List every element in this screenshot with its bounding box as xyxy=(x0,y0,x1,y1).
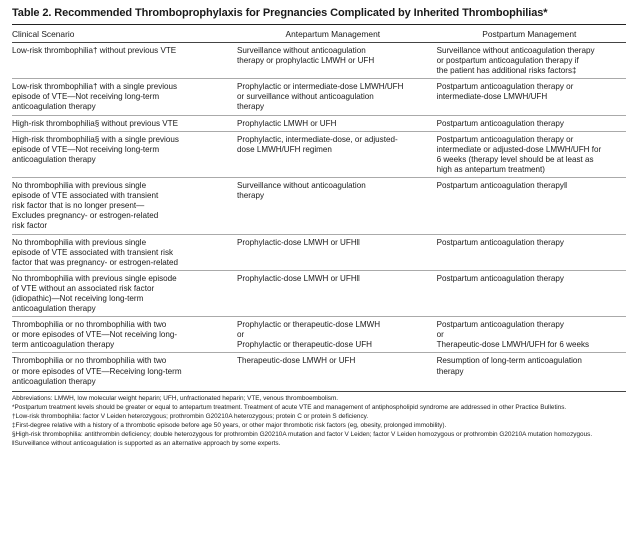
cell-postpartum: Postpartum anticoagulation therapy or intermediate-dose LMWH/UFH xyxy=(433,79,626,115)
footnote: ‡First-degree relative with a history of a thrombotic episode before age 50 years, or other major thrombotic risk factors (eg, obesity, prolonged immobility). xyxy=(12,421,447,429)
cell-antepartum: Surveillance without anticoagulation therapy or prophylactic LMWH or UFH xyxy=(233,43,433,79)
cell-antepartum: Prophylactic or therapeutic-dose LMWH or Prophylactic or therapeutic-dose UFH xyxy=(233,317,433,353)
cell-clinical-scenario: Thrombophilia or no thrombophilia with two or more episodes of VTE—Not receiving long- term anticoagulation therapy xyxy=(12,317,233,353)
table-row xyxy=(12,234,626,270)
cell-antepartum: Prophylactic, intermediate-dose, or adjusted- dose LMWH/UFH regimen xyxy=(233,131,433,177)
header-row xyxy=(12,25,626,43)
footnote: †Low-risk thrombophilia: factor V Leiden heterozygous; prothrombin G20210A heterozygous; protein C or protein S deficiency. xyxy=(12,412,369,420)
cell-postpartum: Postpartum anticoagulation therapy or intermediate or adjusted-dose LMWH/UFH for 6 weeks (therapy level should be at least as high as antepartum treatment) xyxy=(433,131,626,177)
cell-postpartum: Postpartum anticoagulation therapy or Therapeutic-dose LMWH/UFH for 6 weeks xyxy=(433,317,626,353)
table-row xyxy=(12,317,626,353)
header-antepartum: Antepartum Management xyxy=(233,25,433,43)
cell-clinical-scenario: Low-risk thrombophilia† with a single previous episode of VTE—Not receiving long-term anticoagulation therapy xyxy=(12,79,233,115)
table-row xyxy=(12,131,626,177)
table-row xyxy=(12,178,626,234)
cell-postpartum: Resumption of long-term anticoagulation therapy xyxy=(436,356,582,376)
cell-clinical-scenario: No thrombophilia with previous single episode of VTE associated with transient risk factor that is no longer present— Excludes pregnancy- or estrogen-related risk factor xyxy=(12,178,233,234)
cell-antepartum: Prophylactic-dose LMWH or UFH‖ xyxy=(233,234,433,270)
table-row xyxy=(12,270,626,316)
table-body xyxy=(12,43,626,389)
cell-postpartum: Postpartum anticoagulation therapy xyxy=(433,270,626,316)
table-title: Table 2. Recommended Thromboprophylaxis for Pregnancies Complicated by Inherited Thrombophilias* xyxy=(12,7,548,19)
table-row xyxy=(12,79,626,115)
header-postpartum: Postpartum Management xyxy=(433,25,626,43)
cell-antepartum: Prophylactic-dose LMWH or UFH‖ xyxy=(233,270,433,316)
cell-clinical-scenario: Thrombophilia or no thrombophilia with two or more episodes of VTE—Receiving long-term anticoagulation therapy xyxy=(12,356,182,386)
footnote: ‖Surveillance without anticoagulation is supported as an alternative approach by some experts. xyxy=(12,439,281,447)
cell-clinical-scenario: No thrombophilia with previous single episode of VTE without an associated risk factor (idiopathic)—Not receiving long-term anticoagulation therapy xyxy=(12,270,233,316)
cell-postpartum: Postpartum anticoagulation therapy xyxy=(433,115,626,131)
cell-antepartum: Prophylactic LMWH or UFH xyxy=(233,115,433,131)
footnote: *Postpartum treatment levels should be greater or equal to antepartum treatment. Treatment of acute VTE and management of antiphospholipid syndrome are addressed in other Practice Bulletins. xyxy=(12,403,567,411)
cell-clinical-scenario: High-risk thrombophilia§ with a single previous episode of VTE—Not receiving long-term anticoagulation therapy xyxy=(12,131,233,177)
cell-postpartum: Postpartum anticoagulation therapy‖ xyxy=(433,178,626,234)
thromboprophylaxis-table xyxy=(12,25,626,389)
table-row xyxy=(12,115,626,131)
cell-clinical-scenario: No thrombophilia with previous single episode of VTE associated with transient risk factor that was pregnancy- or estrogen-related xyxy=(12,234,233,270)
cell-postpartum: Surveillance without anticoagulation therapy or postpartum anticoagulation therapy if the patient has additional risks factors‡ xyxy=(433,43,626,79)
abbreviations-note: Abbreviations: LMWH, low molecular weight heparin; UFH, unfractionated heparin; VTE, venous thromboembolism. xyxy=(12,394,339,402)
footnotes xyxy=(12,391,626,448)
footnote: §High-risk thrombophilia: antithrombin deficiency; double heterozygous for prothrombin G20210A mutation and factor V Leiden; factor V Leiden homozygous or prothrombin G20210A mutation homozygous. xyxy=(12,430,593,438)
table-row xyxy=(12,353,626,389)
cell-antepartum: Therapeutic-dose LMWH or UFH xyxy=(237,356,356,366)
cell-postpartum: Postpartum anticoagulation therapy xyxy=(433,234,626,270)
cell-clinical-scenario: Low-risk thrombophilia† without previous VTE xyxy=(12,43,233,79)
cell-clinical-scenario: High-risk thrombophilia§ without previous VTE xyxy=(12,115,233,131)
table-row xyxy=(12,43,626,79)
cell-antepartum: Surveillance without anticoagulation therapy xyxy=(233,178,433,234)
header-clinical-scenario: Clinical Scenario xyxy=(12,25,233,43)
cell-antepartum: Prophylactic or intermediate-dose LMWH/UFH or surveillance without anticoagulation therapy xyxy=(233,79,433,115)
